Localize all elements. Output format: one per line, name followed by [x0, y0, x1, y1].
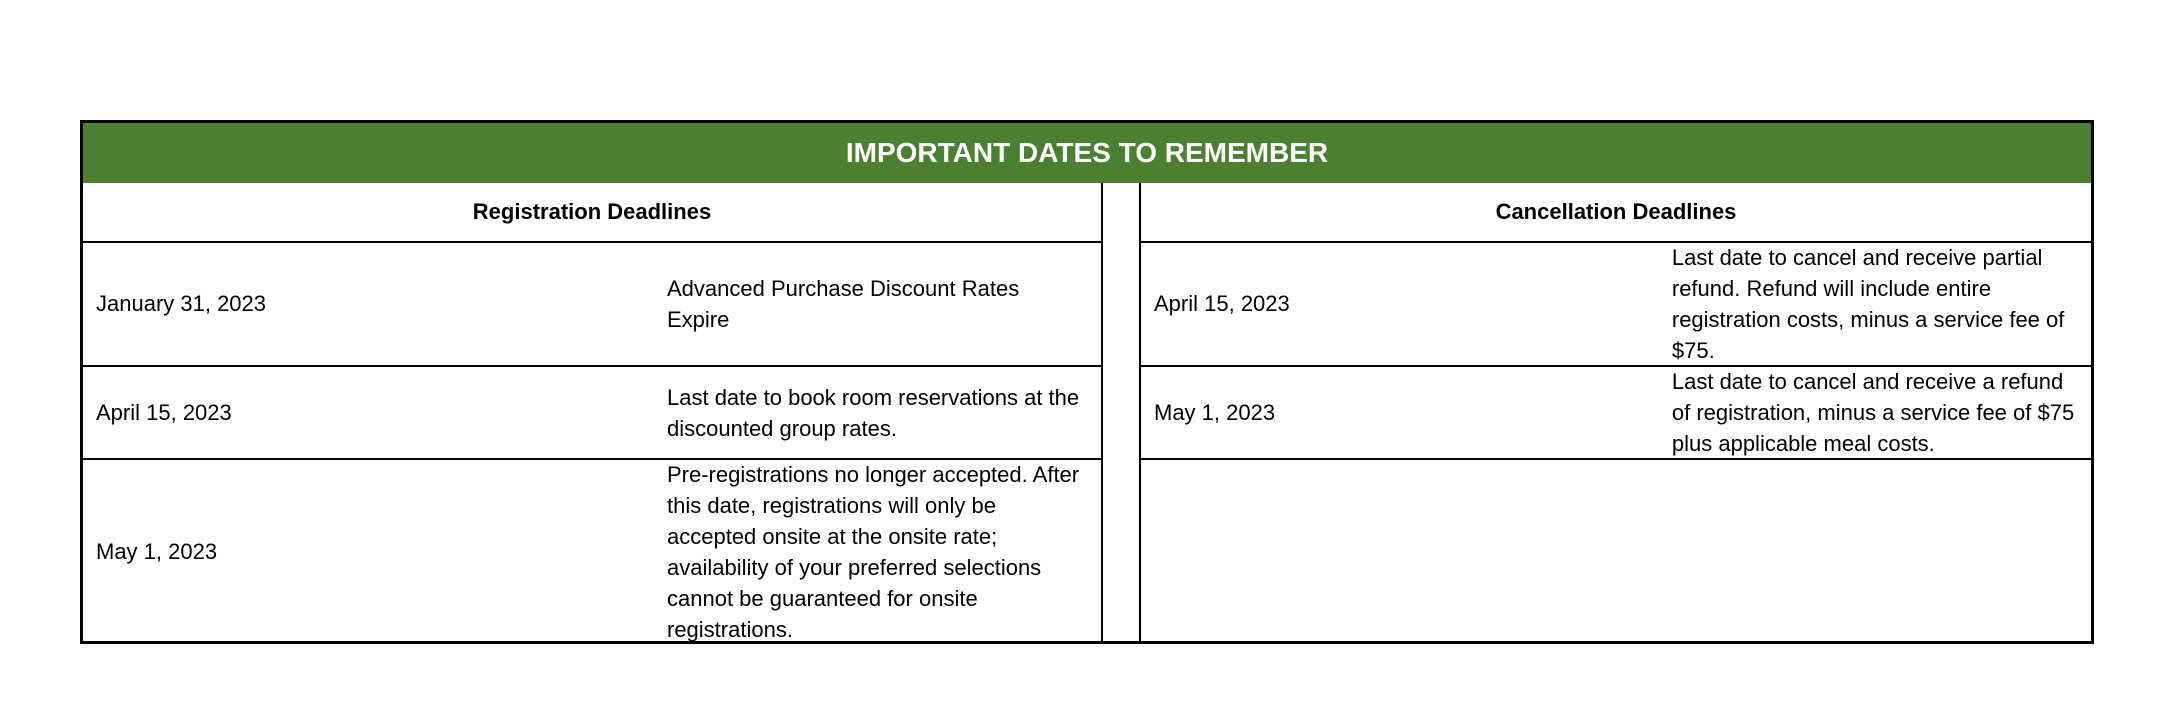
deadline-date: May 1, 2023 — [96, 539, 218, 564]
deadline-description-text: Last date to book room reservations at the discounted group rates. — [667, 384, 1080, 441]
cancellation-header-label: Cancellation Deadlines — [1495, 199, 1737, 224]
column-gap — [1103, 183, 1139, 641]
deadline-description — [667, 460, 1099, 644]
registration-header-label: Registration Deadlines — [472, 199, 712, 224]
cancellation-deadlines-panel — [1139, 183, 2091, 641]
table-row — [83, 243, 1101, 367]
empty-row — [1141, 460, 2091, 644]
deadline-description-text: Last date to cancel and receive partial refund. Refund will include entire registration costs, minus a service fee of $75. — [1671, 245, 2065, 363]
deadline-date: April 15, 2023 — [96, 399, 232, 425]
deadline-description — [667, 243, 1099, 365]
table-row — [83, 367, 1101, 460]
deadline-description-text: Advanced Purchase Discount Rates Expire — [667, 276, 1020, 332]
table-title: IMPORTANT DATES TO REMEMBER — [845, 137, 1329, 168]
table-row — [83, 460, 1101, 644]
table-banner — [83, 123, 2091, 183]
deadline-description-text: Pre-registrations no longer accepted. After this date, registrations will only be accepted onsite at the onsite rate; availability of your preferred selections cannot be guaranteed for onsite registrations. — [667, 462, 1080, 642]
deadline-description-text: Last date to cancel and receive a refund of registration, minus a service fee of $75 plus applicable meal costs. — [1671, 369, 2075, 456]
deadline-date: January 31, 2023 — [96, 291, 267, 316]
registration-deadlines-header — [83, 183, 1101, 243]
deadline-description — [1672, 367, 2091, 458]
important-dates-table — [80, 120, 2094, 644]
table-row — [1141, 367, 2091, 460]
table-row — [1141, 243, 2091, 367]
deadline-description — [667, 367, 1099, 458]
deadline-date: May 1, 2023 — [1154, 399, 1276, 425]
deadline-date: April 15, 2023 — [1154, 291, 1290, 316]
registration-deadlines-panel — [83, 183, 1103, 641]
cancellation-deadlines-header — [1141, 183, 2091, 243]
deadline-description — [1672, 243, 2091, 365]
